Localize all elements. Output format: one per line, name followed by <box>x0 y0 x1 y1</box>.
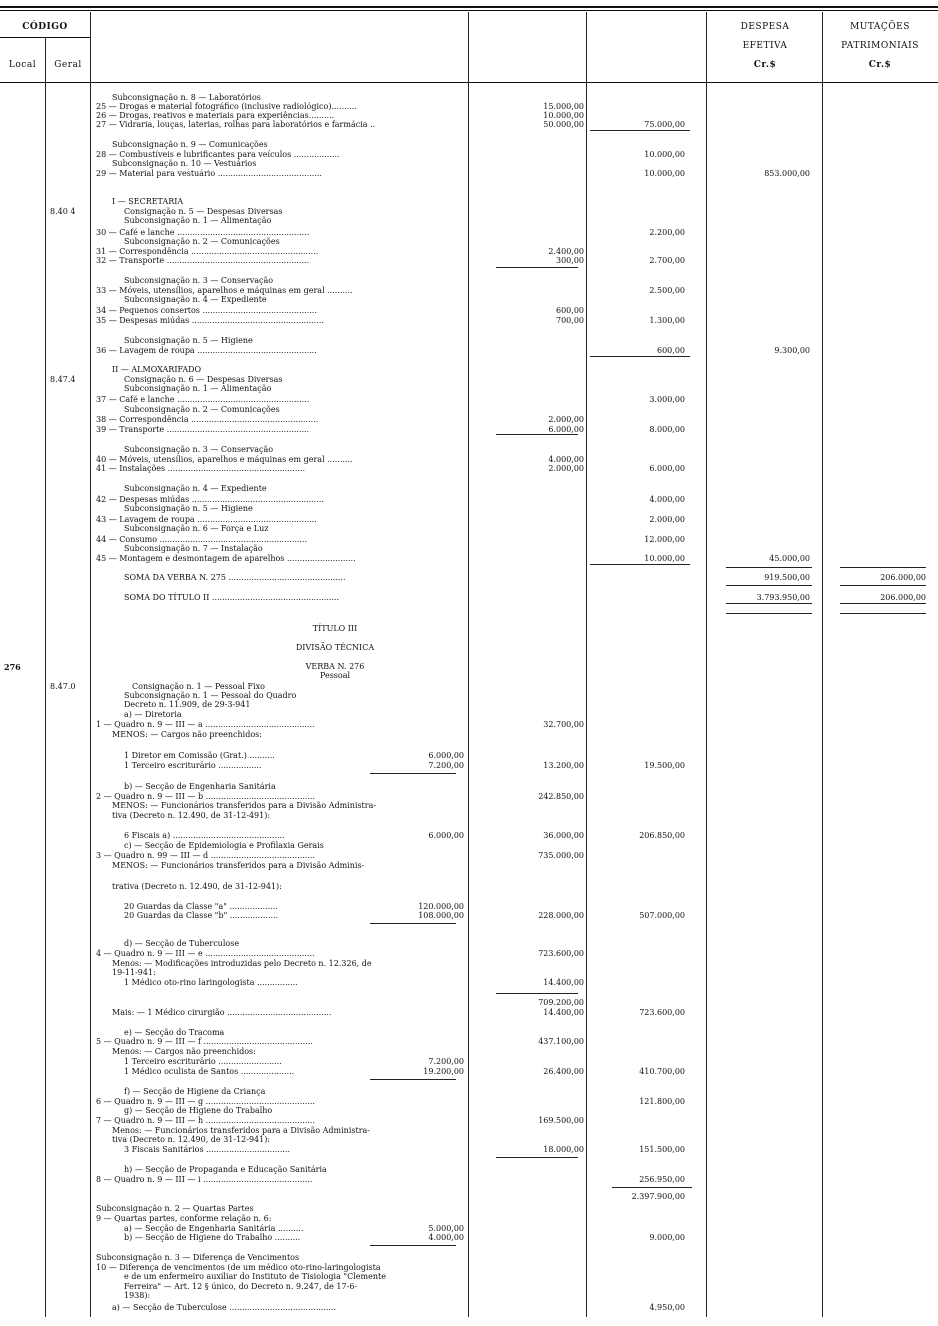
sum-rule <box>840 603 926 604</box>
ledger-row <box>0 554 938 564</box>
item-description: Consignação n. 5 — Despesas Diversas <box>124 207 283 216</box>
item-amount: 15.000,00 <box>543 102 584 111</box>
item-amount: 169.500,00 <box>538 1116 584 1125</box>
ledger-row <box>0 425 938 435</box>
header-despesa: DESPESA <box>740 22 790 32</box>
ledger-row <box>0 169 938 179</box>
ledger-row <box>0 140 938 150</box>
ledger-row <box>0 1116 938 1126</box>
item-amount: 14.400,00 <box>543 1008 584 1017</box>
item-description: 26 — Drogas, reativos e materiais para experiências.......... <box>96 111 335 120</box>
item-subamount: 7.200,00 <box>428 761 464 770</box>
item-amount: 242.850,00 <box>538 792 584 801</box>
ledger-row <box>0 710 938 720</box>
item-description: 39 — Transporte ........................................................ <box>96 425 310 434</box>
header-geral: Geral <box>54 60 82 70</box>
ledger-row <box>0 346 938 356</box>
item-subtotal: 600,00 <box>657 346 685 355</box>
item-description: 35 — Despesas miúdas .................................................... <box>96 316 324 325</box>
ledger-row <box>0 1214 938 1224</box>
item-amount: 4.000,00 <box>548 455 584 464</box>
item-subtotal: 1.300,00 <box>649 316 685 325</box>
ledger-row <box>0 1037 938 1047</box>
ledger-row <box>0 276 938 286</box>
item-subtotal: 10.000,00 <box>644 169 685 178</box>
item-description: Mais: — 1 Médico cirurgião ......................................... <box>112 1008 332 1017</box>
item-subtotal: 206.850,00 <box>639 831 685 840</box>
ledger-row <box>0 573 938 583</box>
ledger-row <box>0 464 938 474</box>
item-subamount: 120.000,00 <box>418 902 464 911</box>
ledger-row <box>0 1008 938 1018</box>
item-amount: 50.000,00 <box>543 120 584 129</box>
sum-rule <box>590 130 690 131</box>
item-subtotal: 723.600,00 <box>639 1008 685 1017</box>
ledger-row <box>0 624 938 634</box>
ledger-row <box>0 643 938 653</box>
ledger-row <box>0 120 938 130</box>
ledger-row <box>0 159 938 169</box>
item-description: VERBA N. 276 <box>305 662 365 671</box>
item-description: Subconsignação n. 7 — Instalação <box>124 544 263 553</box>
code-local: 276 <box>4 662 21 672</box>
item-description: MENOS: — Cargos não preenchidos: <box>112 730 262 739</box>
sum-rule <box>726 613 812 614</box>
item-description: 36 — Lavagem de roupa ............................................... <box>96 346 317 355</box>
sum-rule <box>840 585 926 586</box>
code-geral: 8.40 4 <box>50 207 76 216</box>
item-description: 6 — Quadro n. 9 — III — g ........................................... <box>96 1097 315 1106</box>
ledger-row <box>0 237 938 247</box>
ledger-row <box>0 504 938 514</box>
item-description: c) — Secção de Epidemiologia e Profilaxia Gerais <box>124 841 324 850</box>
header-despesa-unit: Cr.$ <box>753 60 777 70</box>
ledger-row <box>0 316 938 326</box>
item-description: 1938): <box>124 1291 151 1300</box>
ledger-row <box>0 700 938 710</box>
subtotal-rule <box>370 773 456 774</box>
item-amount: 36.000,00 <box>543 831 584 840</box>
sum-rule <box>496 434 578 435</box>
ledger-row <box>0 197 938 207</box>
item-description: Consignação n. 6 — Despesas Diversas <box>124 375 283 384</box>
item-subtotal: 8.000,00 <box>649 425 685 434</box>
item-description: 45 — Montagem e desmontagem de aparelhos ........................... <box>96 554 356 563</box>
ledger-row <box>0 831 938 841</box>
item-subtotal: 507.000,00 <box>639 911 685 920</box>
item-description: 1 Terceiro escriturário ......................... <box>124 1057 282 1066</box>
item-description: 20 Guardas da Classe "a" ................... <box>124 902 278 911</box>
item-amount: 709.200,00 <box>538 998 584 1007</box>
item-description: 34 — Pequenos consertos ............................................. <box>96 306 317 315</box>
item-amount: 10.000,00 <box>543 111 584 120</box>
ledger-row <box>0 484 938 494</box>
item-description: 7 — Quadro n. 9 — III — h ........................................... <box>96 1116 315 1125</box>
ledger-row <box>0 671 938 681</box>
item-description: 1 Diretor em Comissão (Grat.) .......... <box>124 751 275 760</box>
item-description: e de um enfermeiro auxiliar do Instituto de Tisiologia "Clemente <box>124 1272 386 1281</box>
ledger-row <box>0 1047 938 1057</box>
item-description: 1 Terceiro escriturário ................. <box>124 761 262 770</box>
item-description: Subconsignação n. 9 — Comunicações <box>112 140 268 149</box>
ledger-row <box>0 1253 938 1263</box>
item-description: Menos: — Funcionários transferidos para a Divisão Administra- <box>112 1126 370 1135</box>
item-amount: 26.400,00 <box>543 1067 584 1076</box>
sum-rule <box>840 567 926 568</box>
item-subtotal: 4.950,00 <box>649 1303 685 1312</box>
item-subtotal: 6.000,00 <box>649 464 685 473</box>
ledger-row <box>0 1165 938 1175</box>
item-description: TÍTULO III <box>312 624 358 633</box>
item-amount: 735.000,00 <box>538 851 584 860</box>
ledger-row <box>0 306 938 316</box>
item-description: 30 — Café e lanche .................................................... <box>96 228 310 237</box>
ledger-row <box>0 1233 938 1243</box>
item-amount: 437.100,00 <box>538 1037 584 1046</box>
item-subtotal: 2.500,00 <box>649 286 685 295</box>
mutacoes-patrimoniais-value: 206.000,00 <box>880 573 926 582</box>
item-amount: 14.400,00 <box>543 978 584 987</box>
item-description: a) — Secção de Tuberculose .......................................... <box>112 1303 337 1312</box>
ledger-row <box>0 544 938 554</box>
item-description: 40 — Móveis, utensílios, aparelhos e máquinas em geral .......... <box>96 455 353 464</box>
item-description: 4 — Quadro n. 9 — III — e ........................................... <box>96 949 315 958</box>
item-subtotal: 2.000,00 <box>649 515 685 524</box>
item-description: Subconsignação n. 2 — Comunicações <box>124 405 280 414</box>
item-amount: 300,00 <box>556 256 584 265</box>
item-description: Subconsignação n. 1 — Alimentação <box>124 384 272 393</box>
item-amount: 2.400,00 <box>548 247 584 256</box>
ledger-row <box>0 911 938 921</box>
item-description: 28 — Combustíveis e lubrificantes para veículos .................. <box>96 150 340 159</box>
ledger-row <box>0 720 938 730</box>
item-description: 5 — Quadro n. 9 — III — f ........................................... <box>96 1037 313 1046</box>
item-description: I — SECRETARIA <box>112 197 184 206</box>
item-description: Subconsignação n. 1 — Pessoal do Quadro <box>124 691 297 700</box>
item-description: Pessoal <box>319 671 351 680</box>
sum-rule <box>840 613 926 614</box>
ledger-row <box>0 998 938 1008</box>
item-description: Decreto n. 11.909, de 29-3-941 <box>124 700 251 709</box>
item-subamount: 6.000,00 <box>428 751 464 760</box>
item-description: Subconsignação n. 3 — Conservação <box>124 445 274 454</box>
item-subtotal: 121.800,00 <box>639 1097 685 1106</box>
ledger-row <box>0 968 938 978</box>
code-geral: 8.47.0 <box>50 682 76 691</box>
ledger-row <box>0 256 938 266</box>
top-rule-thin <box>0 10 938 11</box>
item-description: 38 — Correspondência .................................................. <box>96 415 319 424</box>
item-amount: 6.000,00 <box>548 425 584 434</box>
ledger-row <box>0 593 938 603</box>
item-description: Ferreira" — Art. 12 § único, do Decreto n. 9.247, de 17-6- <box>124 1282 358 1291</box>
subtotal-rule <box>612 1187 692 1188</box>
item-amount: 700,00 <box>556 316 584 325</box>
item-description: 19-11-941: <box>112 968 156 977</box>
ledger-row <box>0 761 938 771</box>
item-description: 1 Médico oculista de Santos ..................... <box>124 1067 295 1076</box>
item-description: Menos: — Cargos não preenchidos: <box>112 1047 256 1056</box>
header-mutacoes-unit: Cr.$ <box>868 60 892 70</box>
header-patrimoniais: PATRIMONIAIS <box>841 41 919 51</box>
sum-rule <box>590 564 690 565</box>
sum-rule <box>726 603 812 604</box>
item-description: MENOS: — Funcionários transferidos para a Divisão Adminis- <box>112 861 365 870</box>
item-amount: 2.000,00 <box>548 464 584 473</box>
item-amount: 13.200,00 <box>543 761 584 770</box>
ledger-row <box>0 978 938 988</box>
item-subtotal: 12.000,00 <box>644 535 685 544</box>
item-subamount: 5.000,00 <box>428 1224 464 1233</box>
despesa-efetiva-value: 9.300,00 <box>774 346 810 355</box>
despesa-efetiva-value: 45.000,00 <box>769 554 810 563</box>
subtotal-rule <box>496 1157 578 1158</box>
item-description: 2 — Quadro n. 9 — III — b ........................................... <box>96 792 315 801</box>
ledger-row <box>0 405 938 415</box>
item-subtotal: 2.700,00 <box>649 256 685 265</box>
ledger-row <box>0 1303 938 1313</box>
item-description: trativa (Decreto n. 12.490, de 31-12-941): <box>112 882 282 891</box>
item-description: Subconsignação n. 1 — Alimentação <box>124 216 272 225</box>
ledger-row <box>0 384 938 394</box>
item-subtotal: 9.000,00 <box>649 1233 685 1242</box>
header-codigo: CÓDIGO <box>22 22 68 32</box>
item-description: tiva (Decreto n. 12.490, de 31-12-491): <box>112 811 271 820</box>
item-subamount: 7.200,00 <box>428 1057 464 1066</box>
item-description: Subconsignação n. 8 — Laboratórios <box>112 93 261 102</box>
despesa-efetiva-value: 3.793.950,00 <box>756 593 810 602</box>
item-description: 1 Médico oto-rino laringologista ................ <box>124 978 298 987</box>
item-subamount: 108.000,00 <box>418 911 464 920</box>
sum-rule <box>726 567 812 568</box>
item-subtotal: 75.000,00 <box>644 120 685 129</box>
ledger-row <box>0 801 938 811</box>
ledger-row <box>0 1192 938 1202</box>
item-amount: 228.000,00 <box>538 911 584 920</box>
sum-rule <box>590 356 690 357</box>
ledger-row <box>0 1087 938 1097</box>
ledger-row <box>0 949 938 959</box>
subtotal-rule <box>370 923 456 924</box>
ledger-row <box>0 1291 938 1301</box>
ledger-row <box>0 524 938 534</box>
item-description: 6 Fiscais a) ............................................ <box>124 831 285 840</box>
item-description: 10 — Diferença de vencimentos (de um médico oto-rino-laringologista <box>96 1263 381 1272</box>
top-rule <box>0 6 938 8</box>
item-description: 41 — Instalações ...................................................... <box>96 464 305 473</box>
header-bottom-rule <box>0 82 938 83</box>
code-geral: 8.47.4 <box>50 375 76 384</box>
item-description: 3 — Quadro n. 99 — III — d ......................................... <box>96 851 315 860</box>
item-description: b) — Secção de Engenharia Sanitária <box>124 782 276 791</box>
ledger-row <box>0 1145 938 1155</box>
item-description: 9 — Quartas partes, conforme relação n. 6: <box>96 1214 272 1223</box>
item-description: 42 — Despesas miúdas .................................................... <box>96 495 324 504</box>
item-description: f) — Secção de Higiene da Criança <box>124 1087 266 1096</box>
item-description: h) — Secção de Propaganda e Educação Sanitária <box>124 1165 327 1174</box>
item-subtotal: 256.950,00 <box>639 1175 685 1184</box>
item-amount: 2.000,00 <box>548 415 584 424</box>
item-description: Subconsignação n. 5 — Higiene <box>124 336 253 345</box>
item-description: SOMA DA VERBA N. 275 .............................................. <box>124 573 346 582</box>
subtotal-rule <box>370 1079 456 1080</box>
item-description: 32 — Transporte ........................................................ <box>96 256 310 265</box>
ledger-row <box>0 445 938 455</box>
item-description: MENOS: — Funcionários transferidos para a Divisão Administra- <box>112 801 377 810</box>
ledger-row <box>0 730 938 740</box>
header-efetiva: EFETIVA <box>742 41 788 51</box>
item-subtotal: 10.000,00 <box>644 150 685 159</box>
item-subtotal: 19.500,00 <box>644 761 685 770</box>
item-description: Subconsignação n. 3 — Conservação <box>124 276 274 285</box>
item-subtotal: 151.500,00 <box>639 1145 685 1154</box>
item-subtotal: 3.000,00 <box>649 395 685 404</box>
item-description: Subconsignação n. 3 — Diferença de Vencimentos <box>96 1253 300 1262</box>
item-description: SOMA DO TÍTULO II .................................................. <box>124 593 340 602</box>
item-description: 8 — Quadro n. 9 — III — i ........................................... <box>96 1175 313 1184</box>
item-amount: 723.600,00 <box>538 949 584 958</box>
sum-rule <box>726 585 812 586</box>
item-description: d) — Secção de Tuberculose <box>124 939 240 948</box>
despesa-efetiva-value: 853.000,00 <box>764 169 810 178</box>
item-description: 3 Fiscais Sanitários ................................. <box>124 1145 291 1154</box>
ledger-row <box>0 1135 938 1145</box>
item-description: e) — Secção do Tracoma <box>124 1028 225 1037</box>
item-description: Menos: — Modificações introduzidas pelo Decreto n. 12.326, de <box>112 959 372 968</box>
header-local: Local <box>8 60 37 70</box>
item-description: Consignação n. 1 — Pessoal Fixo <box>132 682 265 691</box>
subtotal-rule <box>370 1245 456 1246</box>
ledger-row <box>0 1106 938 1116</box>
ledger-row <box>0 415 938 425</box>
ledger-row <box>0 782 938 792</box>
item-description: Subconsignação n. 2 — Comunicações <box>124 237 280 246</box>
ledger-row <box>0 939 938 949</box>
item-description: 29 — Material para vestuário ......................................... <box>96 169 322 178</box>
ledger-row <box>0 336 938 346</box>
ledger-row <box>0 1057 938 1067</box>
item-description: DIVISÃO TÉCNICA <box>295 643 375 652</box>
item-description: Subconsignação n. 6 — Força e Luz <box>124 524 269 533</box>
subtotal-rule <box>496 993 578 994</box>
item-subtotal: 2.200,00 <box>649 228 685 237</box>
ledger-row <box>0 751 938 761</box>
ledger-row <box>0 851 938 861</box>
item-subamount: 6.000,00 <box>428 831 464 840</box>
item-description: b) — Secção de Higiene do Trabalho .......... <box>124 1233 301 1242</box>
item-description: Subconsignação n. 5 — Higiene <box>124 504 253 513</box>
item-amount: 18.000,00 <box>543 1145 584 1154</box>
item-description: g) — Secção de Higiene do Trabalho <box>124 1106 273 1115</box>
item-amount: 32.700,00 <box>543 720 584 729</box>
item-subamount: 4.000,00 <box>428 1233 464 1242</box>
item-subamount: 19.200,00 <box>423 1067 464 1076</box>
item-subtotal: 4.000,00 <box>649 495 685 504</box>
item-description: 33 — Móveis, utensílios, aparelhos e máquinas em geral .......... <box>96 286 353 295</box>
sum-rule <box>496 267 578 268</box>
item-subtotal: 2.397.900,00 <box>631 1192 685 1201</box>
item-amount: 600,00 <box>556 306 584 315</box>
ledger-row <box>0 841 938 851</box>
item-description: Subconsignação n. 2 — Quartas Partes <box>96 1204 254 1213</box>
item-subtotal: 410.700,00 <box>639 1067 685 1076</box>
item-description: tiva (Decreto n. 12.490, de 31-12-941): <box>112 1135 271 1144</box>
item-description: 31 — Correspondência .................................................. <box>96 247 319 256</box>
ledger-row <box>0 861 938 871</box>
item-description: 27 — Vidraria, louças, laterias, rolhas para laboratórios e farmácia .. <box>96 120 376 129</box>
item-subtotal: 10.000,00 <box>644 554 685 563</box>
item-description: 25 — Drogas e material fotográfico (inclusive radiológico).......... <box>96 102 357 111</box>
ledger-row <box>0 295 938 305</box>
ledger-row <box>0 1204 938 1214</box>
item-description: Subconsignação n. 4 — Expediente <box>124 295 267 304</box>
ledger-row <box>0 1175 938 1185</box>
item-description: 44 — Consumo .......................................................... <box>96 535 308 544</box>
ledger-row <box>0 395 938 405</box>
ledger-row <box>0 1067 938 1077</box>
item-description: a) — Secção de Engenharia Sanitária .......... <box>124 1224 304 1233</box>
ledger-row <box>0 1272 938 1282</box>
item-description: Subconsignação n. 4 — Expediente <box>124 484 267 493</box>
ledger-row <box>0 882 938 892</box>
item-description: Subconsignação n. 10 — Vestuários <box>112 159 257 168</box>
item-description: a) — Diretoria <box>124 710 182 719</box>
item-description: 1 — Quadro n. 9 — III — a ........................................... <box>96 720 315 729</box>
ledger-row <box>0 811 938 821</box>
despesa-efetiva-value: 919.500,00 <box>764 573 810 582</box>
ledger-row <box>0 216 938 226</box>
item-description: 37 — Café e lanche .................................................... <box>96 395 310 404</box>
ledger-row <box>0 365 938 375</box>
item-description: 43 — Lavagem de roupa ............................................... <box>96 515 317 524</box>
header-mutacoes: MUTAÇÕES <box>850 22 910 32</box>
item-description: 20 Guardas da Classe "b" ................... <box>124 911 279 920</box>
mutacoes-patrimoniais-value: 206.000,00 <box>880 593 926 602</box>
item-description: II — ALMOXARIFADO <box>112 365 202 374</box>
